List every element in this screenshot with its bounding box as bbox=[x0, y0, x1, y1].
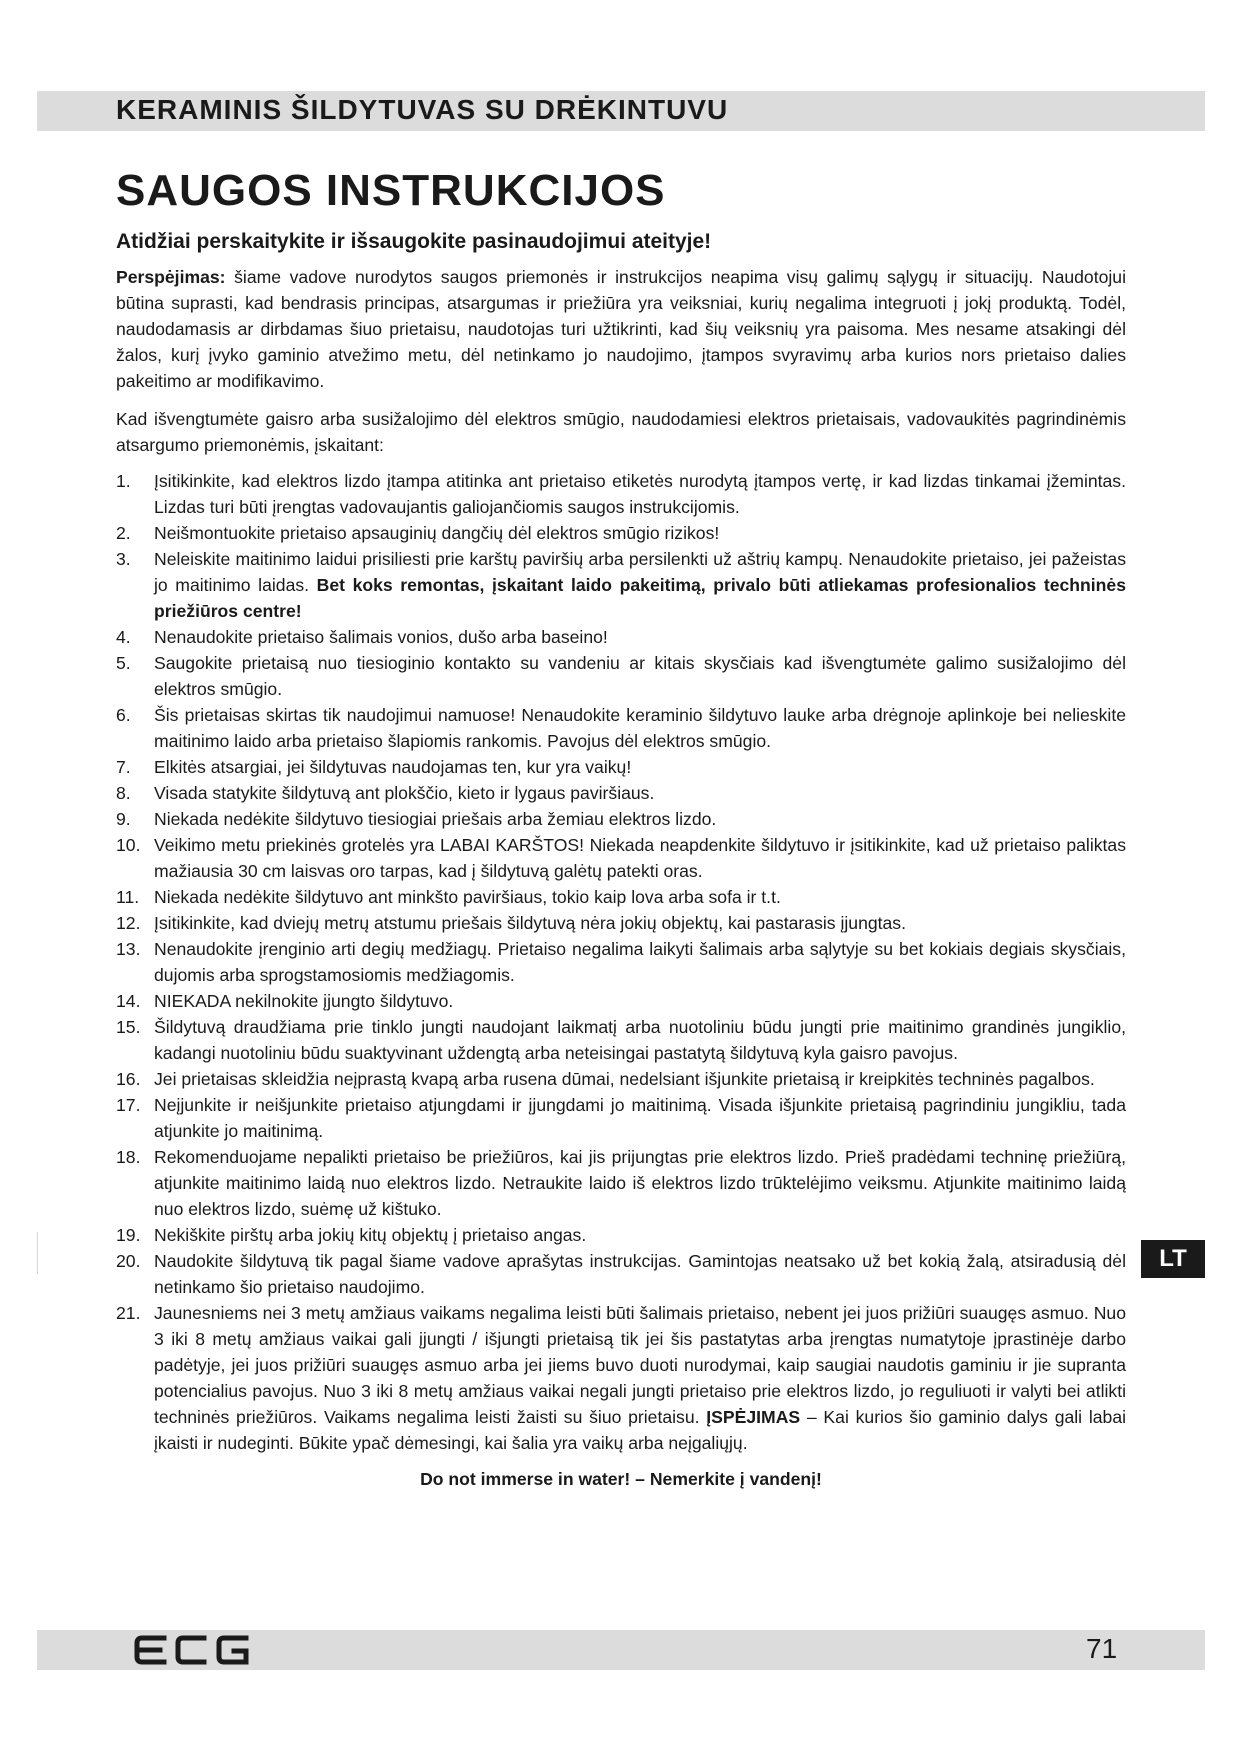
content bbox=[116, 264, 1126, 1492]
list-item: 2. Neišmontuokite prietaiso apsauginių dangčių dėl elektros smūgio rizikos! bbox=[116, 523, 720, 543]
list-item: 15. Šildytuvą draudžiama prie tinklo jungti naudojant laikmatį arba nuotoliniu būdu jungti prie maitinimo grandinės jungiklio, kadangi nuotoliniu būdu suaktyvinant uždengtą arba neteisingai pastatytą šildytuvą kyla gaisro pavojus. bbox=[116, 1017, 1126, 1063]
warning-label: Perspėjimas: bbox=[116, 267, 226, 287]
list-item: 19. Nekiškite pirštų arba jokių kitų objektų į prietaiso angas. bbox=[116, 1225, 587, 1245]
warning-label-inline: ĮSPĖJIMAS bbox=[706, 1407, 801, 1427]
list-item: 12. Įsitikinkite, kad dviejų metrų atstumu priešais šildytuvą nėra jokių objektų, kai pastarasis įjungtas. bbox=[116, 913, 906, 933]
list-item: 9. Niekada nedėkite šildytuvo tiesiogiai priešais arba žemiau elektros lizdo. bbox=[116, 809, 717, 829]
language-tab: LT bbox=[1141, 1240, 1205, 1278]
warning-text: šiame vadove nurodytos saugos priemonės ir instrukcijos neapima visų galimų sąlygų ir situacijų. Naudotojui būtina suprasti, kad bendrasis principas, atsargumas ir priežiūra yra veiksniai, kurių negalima integruoti į jokį produktą. Todėl, naudodamasis ar dirbdamas šiuo prietaisu, naudotojas turi užtikrinti, kad šių veiksnių yra paisoma. Mes nesame atsakingi dėl žalos, kurį įvyko gaminio atvežimo metu, dėl netinkamo jo naudojimo, įtampos svyravimų arba kurios nors prietaiso dalies pakeitimo ar modifikavimo. bbox=[116, 267, 1126, 391]
list-item: 4. Nenaudokite prietaiso šalimais vonios, dušo arba baseino! bbox=[116, 627, 608, 647]
header-title: KERAMINIS ŠILDYTUVAS SU DRĖKINTUVU bbox=[116, 94, 729, 125]
list-item: 1. Įsitikinkite, kad elektros lizdo įtampa atitinka ant prietaiso etiketės nurodytą įtampos vertę, ir kad lizdas tinkamai įžemintas. Lizdas turi būti įrengtas vadovaujantis galiojančiomis saugos instrukcijomis. bbox=[116, 471, 1126, 517]
list-item: 13. Nenaudokite įrenginio arti degių medžiagų. Prietaiso negalima laikyti šalimais arba sąlytyje su bet kokiais degiais skysčiais, dujomis arba sprogstamosiomis medžiagomis. bbox=[116, 939, 1126, 985]
list-item: 21. Jaunesniems nei 3 metų amžiaus vaikams negalima leisti būti šalimais prietaiso, nebent jei juos prižiūri suaugęs asmuo. Nuo 3 iki 8 metų amžiaus vaikai gali įjungti / išjungti prietaisą tik jei šis pastatytas arba įrengtas numatytoje įprastinėje darbo padėtyje, jei juos prižiūri suaugęs asmuo arba jei jiems buvo duoti nurodymai, kaip saugiai naudotis gaminiu ir jie supranta potencialius pavojus. Nuo 3 iki 8 metų amžiaus vaikai negali jungti prietaiso prie elektros lizdo, jo reguliuoti ir valyti bei atlikti techninės priežiūros. Vaikams negalima leisti žaisti su šiuo prietaisu. ĮSPĖJIMAS – Kai kurios šio gaminio dalys gali labai įkaisti ir nudeginti. Būkite ypač dėmesingi, kai šalia yra vaikų arba neįgaliųjų. bbox=[116, 1303, 1127, 1453]
list-item: 7. Elkitės atsargiai, jei šildytuvas naudojamas ten, kur yra vaikų! bbox=[116, 757, 632, 777]
list-item: 20. Naudokite šildytuvą tik pagal šiame vadove aprašytas instrukcijas. Gamintojas neatsako už bet kokią žalą, atsiradusią dėl netinkamo šio prietaiso naudojimo. bbox=[116, 1251, 1126, 1297]
edge-mark bbox=[37, 1232, 38, 1274]
list-item: 6. Šis prietaisas skirtas tik naudojimui namuose! Nenaudokite keraminio šildytuvo lauke arba drėgnoje aplinkoje bei nelieskite maitinimo laido arba prietaiso šlapiomis rankomis. Pavojus dėl elektros smūgio. bbox=[116, 705, 1126, 751]
page-number: 71 bbox=[1086, 1633, 1118, 1664]
intro-paragraph: Kad išvengtumėte gaisro arba susižalojimo dėl elektros smūgio, naudodamiesi elektros prietaisais, vadovaukitės pagrindinėmis atsargumo priemonėmis, įskaitant: bbox=[116, 409, 1126, 455]
page-subtitle: Atidžiai perskaitykite ir išsaugokite pasinaudojimui ateityje! bbox=[116, 230, 712, 253]
warning-paragraph bbox=[116, 264, 1126, 394]
list-item: 16. Jei prietaisas skleidžia neįprastą kvapą arba rusena dūmai, nedelsiant išjunkite prietaisą ir kreipkitės techninės pagalbos. bbox=[116, 1069, 1095, 1089]
page-title: SAUGOS INSTRUKCIJOS bbox=[116, 166, 666, 215]
closing-warning: Do not immerse in water! – Nemerkite į vandenį! bbox=[420, 1469, 822, 1489]
list-item: 3. Neleiskite maitinimo laidui prisiliesti prie karštų paviršių arba persilenkti už aštrių kampų. Nenaudokite prietaiso, jei pažeistas jo maitinimo laidas. Bet koks remontas, įskaitant laido pakeitimą, privalo būti atliekamas profesionalios techninės priežiūros centre! bbox=[116, 549, 1126, 621]
list-item: 8. Visada statykite šildytuvą ant plokščio, kieto ir lygaus paviršiaus. bbox=[116, 783, 655, 803]
list-item: 11. Niekada nedėkite šildytuvo ant minkšto paviršiaus, tokio kaip lova arba sofa ir t.t. bbox=[116, 887, 781, 907]
repair-warning: Bet koks remontas, įskaitant laido pakeitimą, privalo būti atliekamas profesionalios techninės priežiūros centre! bbox=[154, 575, 1126, 621]
ecg-logo bbox=[134, 1632, 254, 1668]
list-item: 17. Neįjunkite ir neišjunkite prietaiso atjungdami ir įjungdami jo maitinimą. Visada išjunkite prietaisą pagrindiniu jungikliu, tada atjunkite jo maitinimą. bbox=[116, 1095, 1126, 1141]
list-item: 10. Veikimo metu priekinės grotelės yra LABAI KARŠTOS! Niekada neapdenkite šildytuvo ir įsitikinkite, kad už prietaiso paliktas mažiausia 30 cm laisvas oro tarpas, kad į šildytuvą galėtų patekti oras. bbox=[116, 835, 1126, 881]
list-item: 14. NIEKADA nekilnokite įjungto šildytuvo. bbox=[116, 991, 454, 1011]
safety-rules-list bbox=[116, 468, 1126, 1456]
list-item: 5. Saugokite prietaisą nuo tiesioginio kontakto su vandeniu ar kitais skysčiais kad išvengtumėte galimo susižalojimo dėl elektros smūgio. bbox=[116, 653, 1126, 699]
list-item: 18. Rekomenduojame nepalikti prietaiso be priežiūros, kai jis prijungtas prie elektros lizdo. Prieš pradėdami techninę priežiūrą, atjunkite maitinimo laidą nuo elektros lizdo. Netraukite laido iš elektros lizdo trūktelėjimo veiksmu. Atjunkite maitinimo laidą nuo elektros lizdo, suėmę už kištuko. bbox=[116, 1147, 1126, 1219]
